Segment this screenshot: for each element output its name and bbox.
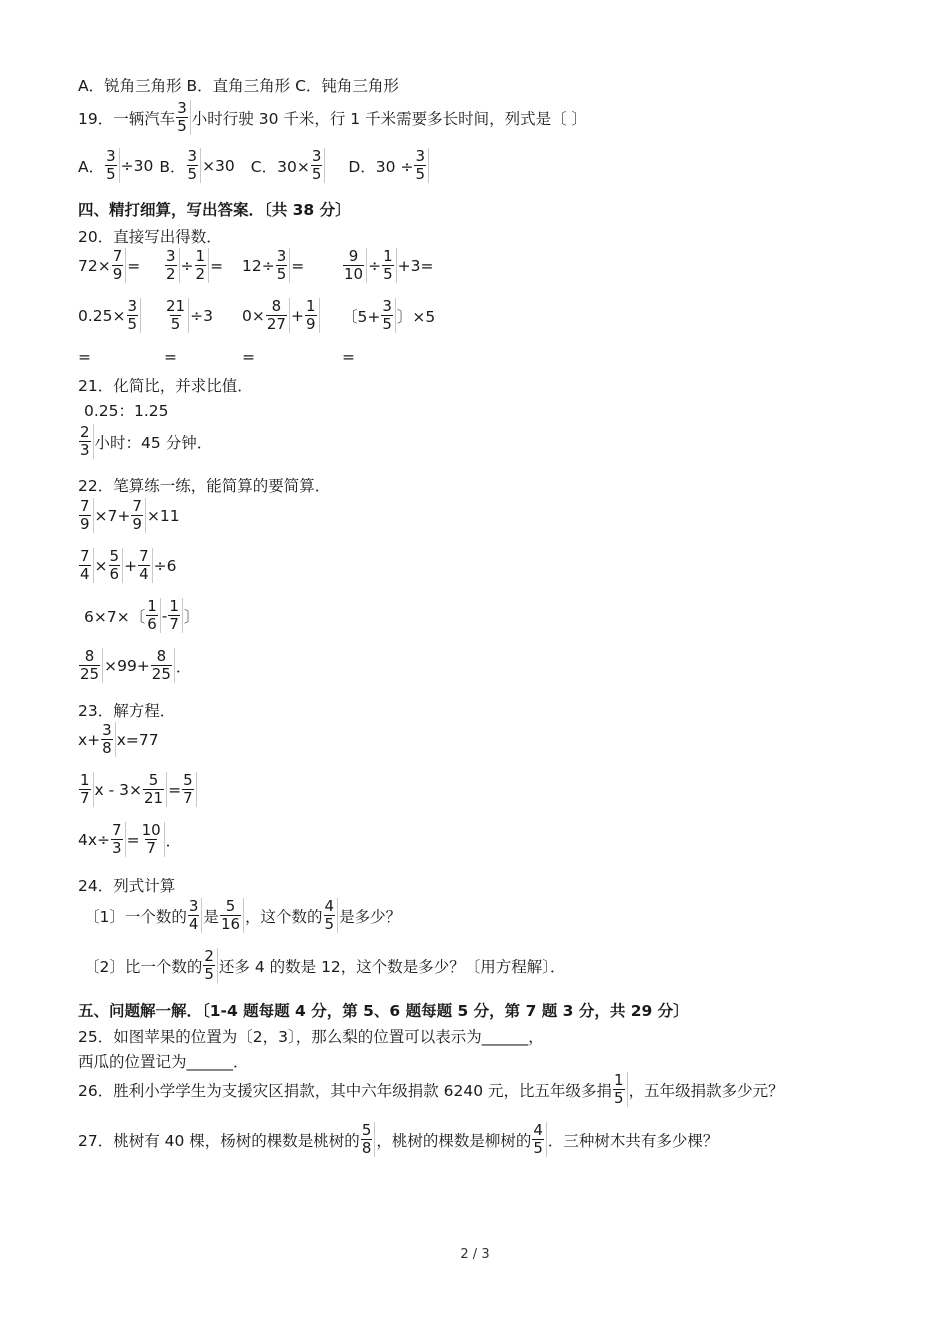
q27: 27．桃树有 40 棵，杨树的棵数是桃树的 $\frac{5}{8}$ ，桃树的棵数是柳树的 $\frac{4}{5}$ ．三种树木共有多少棵？	[78, 1121, 719, 1157]
q19-question: 19．一辆汽车 $\frac{3}{5}$ 小时行驶 30 千米，行 1 千米需要多长时间，列式是〔 〕	[78, 99, 588, 135]
q22-title: 22．笔算练一练，能简算的要简算．	[78, 477, 331, 495]
q25-line2: 西瓜的位置记为______．	[78, 1053, 249, 1071]
q21-item2: $\frac{2}{3}$ 小时：45 分钟．	[80, 423, 213, 459]
q22-expr3: 6×7×〔 $\frac{1}{6}$ - $\frac{1}{7}$ 〕	[84, 597, 200, 633]
q22-expr2: $\frac{7}{4}$ × $\frac{5}{6}$ + $\frac{7}{4}$ ÷6	[80, 547, 177, 583]
section4-title: 四、精打细算，写出答案．〔共 38 分〕	[78, 201, 351, 219]
q22-expr1: $\frac{7}{9}$ ×7+ $\frac{7}{9}$ ×11	[80, 497, 180, 533]
q26: 26．胜利小学学生为支援灾区捐款，其中六年级捐款 6240 元，比五年级多捐 $\frac{1}{5}$ ，五年级捐款多少元？	[78, 1071, 784, 1107]
fraction: $\frac{3}{5}$	[311, 148, 326, 183]
page-number: 2 / 3	[460, 1247, 490, 1262]
q24-part1: 〔1〕一个数的 $\frac{3}{4}$ 是 $\frac{5}{16}$ ，这个数的 $\frac{4}{5}$ 是多少？	[84, 897, 402, 933]
q23-eq2: $\frac{1}{7}$ x - 3× $\frac{5}{21}$ = $\frac{5}{7}$	[78, 772, 198, 807]
q18-options: A．锐角三角形 B．直角三角形 C．钝角三角形	[78, 77, 399, 95]
q21-title: 21．化简比，并求比值．	[78, 377, 253, 395]
q24-title: 24．列式计算	[78, 877, 176, 895]
fraction: $\frac{3}{5}$	[176, 100, 191, 135]
fraction: $\frac{3}{5}$	[187, 148, 202, 183]
q21-item1: 0.25：1.25	[84, 402, 169, 420]
q25-line1: 25．如图苹果的位置为〔2，3〕，那么梨的位置可以表示为______，	[78, 1028, 544, 1046]
q20-title: 20．直接写出得数．	[78, 228, 222, 246]
q20-row2: 0.25× $\frac{3}{5}$ $\frac{21}{5}$ ÷3 0× $\frac{8}{27}$ + $\frac{1}{9}$ 〔5+ $\frac{3}{5}$ 〕×5	[78, 297, 436, 333]
q24-part2: 〔2〕比一个数的 $\frac{2}{5}$ 还多 4 的数是 12，这个数是多少？〔用方程解〕．	[84, 947, 566, 983]
q23-eq3: 4x÷ $\frac{7}{3}$ = $\frac{10}{7}$ ．	[78, 821, 182, 857]
q22-expr4: $\frac{8}{25}$ ×99+ $\frac{8}{25}$ ．	[80, 647, 192, 683]
fraction: $\frac{3}{5}$	[105, 148, 120, 183]
q23-title: 23．解方程．	[78, 702, 176, 720]
fraction: $\frac{3}{5}$	[414, 148, 429, 183]
section5-title: 五、问题解一解．〔1-4 题每题 4 分，第 5、6 题每题 5 分，第 7 题 3 分，共 29 分〕	[78, 1002, 689, 1020]
q20-row1: 72× $\frac{7}{9}$ = $\frac{3}{2}$ ÷ $\frac{1}{2}$ = 12÷ $\frac{3}{5}$ = $\frac{9}{10}$ ÷ $\frac{1}{5}$ +3=	[78, 247, 434, 283]
q19-options: A． $\frac{3}{5}$ ÷30 B． $\frac{3}{5}$ ×30 C．30× $\frac{3}{5}$ D．30 ÷ $\frac{3}{5}$	[78, 148, 430, 183]
q20-row3: = = = =	[78, 348, 355, 366]
q23-eq1: x+ $\frac{3}{8}$ x=77	[78, 721, 159, 757]
